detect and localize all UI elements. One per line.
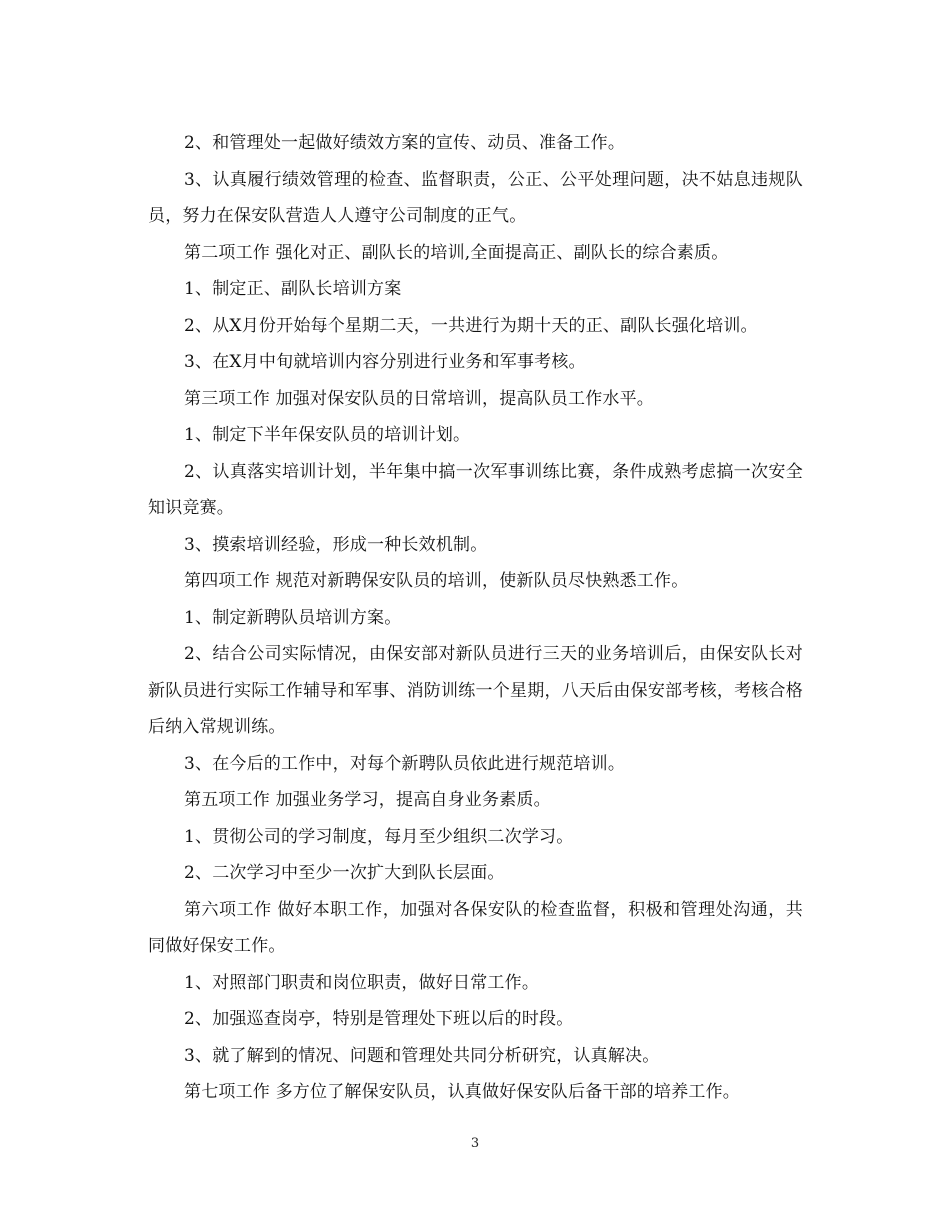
- paragraph-20: 2、加强巡查岗亭，特别是管理处下班以后的时段。: [184, 1009, 574, 1029]
- document-body: [148, 125, 803, 1111]
- page-number: 3: [470, 1136, 480, 1151]
- paragraph-14: 3、在今后的工作中，对每个新聘队员依此进行规范培训。: [184, 753, 626, 774]
- paragraph-19: 1、对照部门职责和岗位职责，做好日常工作。: [184, 972, 540, 993]
- paragraph-12: 1、制定新聘队员培训方案。: [184, 607, 402, 628]
- section-heading-2: 第二项工作 强化对正、副队长的培训,全面提高正、副队长的综合素质。: [184, 242, 729, 263]
- paragraph-4: 1、制定正、副队长培训方案: [184, 279, 402, 299]
- section-heading-7: 第七项工作 多方位了解保安队员，认真做好保安队后备干部的培养工作。: [184, 1082, 741, 1102]
- section-heading-4: 第四项工作 规范对新聘保安队员的培训，使新队员尽快熟悉工作。: [184, 571, 689, 591]
- paragraph-16: 1、贯彻公司的学习制度，每月至少组织二次学习。: [184, 826, 574, 847]
- paragraph-21: 3、就了解到的情况、问题和管理处共同分析研究，认真解决。: [184, 1045, 660, 1066]
- paragraph-2: 3、认真履行绩效管理的检查、监督职责，公正、公平处理问题，决不姑息违规队员，努力在保安队营造人人遵守公司制度的正气。: [148, 169, 803, 226]
- section-heading-5: 第五项工作 加强业务学习，提高自身业务素质。: [184, 790, 551, 810]
- section-heading-6: 第六项工作 做好本职工作，加强对各保安队的检查监督，积极和管理处沟通，共同做好保安工作。: [148, 899, 803, 956]
- paragraph-13: 2、结合公司实际情况，由保安部对新队员进行三天的业务培训后，由保安队长对新队员进行实际工作辅导和军事、消防训练一个星期，八天后由保安部考核，考核合格后纳入常规训练。: [148, 644, 803, 737]
- paragraph-10: 3、摸索培训经验，形成一种长效机制。: [184, 534, 488, 555]
- paragraph-8: 1、制定下半年保安队员的培训计划。: [184, 425, 471, 445]
- paragraph-17: 2、二次学习中至少一次扩大到队长层面。: [184, 863, 505, 883]
- paragraph-5: 2、从X月份开始每个星期二天，一共进行为期十天的正、副队长强化培训。: [184, 315, 758, 336]
- paragraph-1: 2、和管理处一起做好绩效方案的宣传、动员、准备工作。: [184, 133, 626, 153]
- paragraph-9: 2、认真落实培训计划，半年集中搞一次军事训练比赛，条件成熟考虑搞一次安全知识竞赛。: [148, 461, 803, 518]
- section-heading-3: 第三项工作 加强对保安队员的日常培训，提高队员工作水平。: [184, 388, 655, 409]
- paragraph-6: 3、在X月中旬就培训内容分别进行业务和军事考核。: [184, 352, 586, 372]
